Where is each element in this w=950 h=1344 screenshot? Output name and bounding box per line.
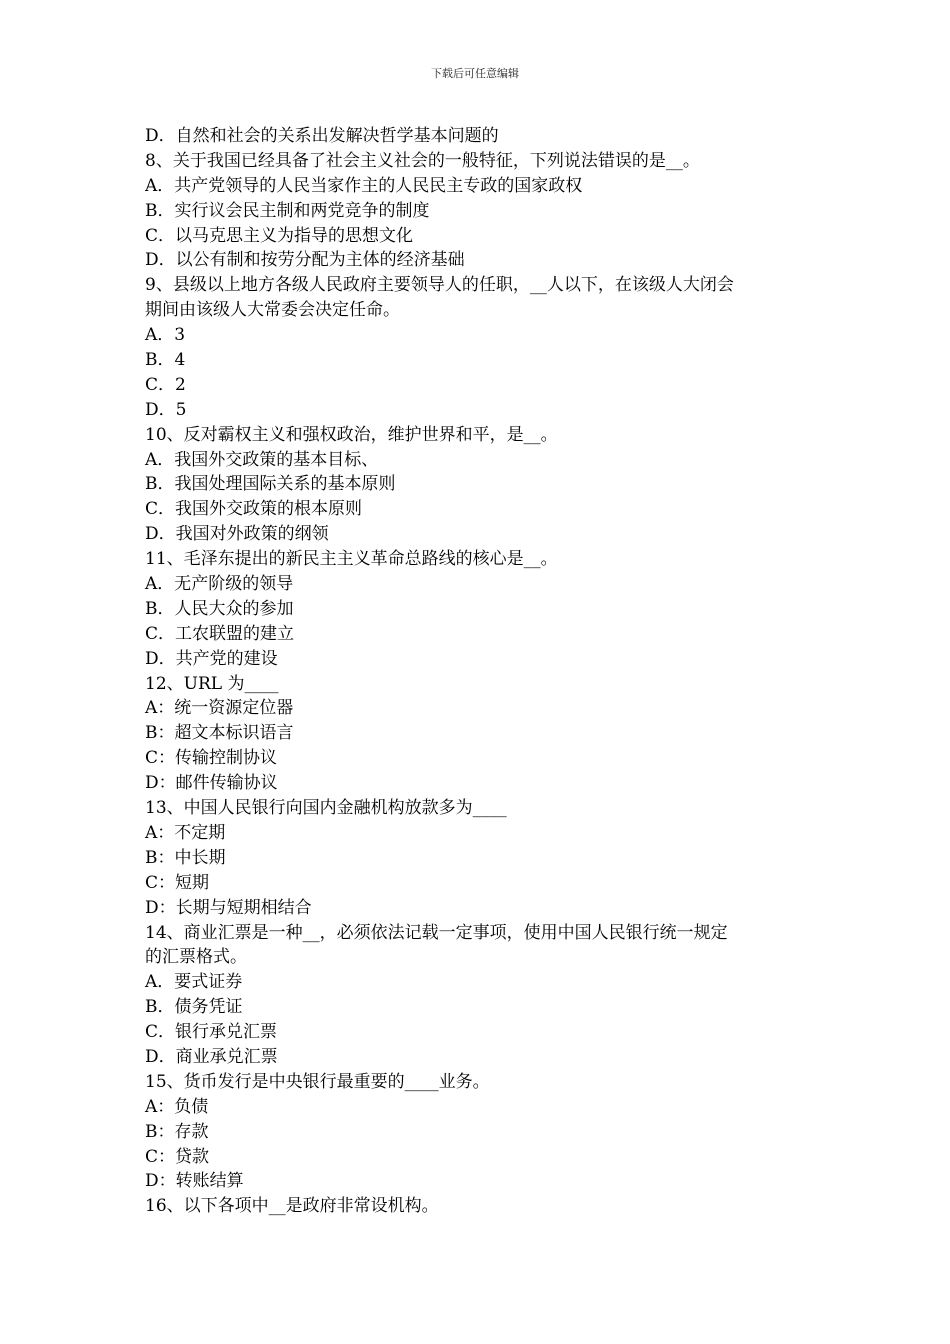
option-line: D：邮件传输协议 bbox=[145, 773, 278, 794]
text-line: D．自然和社会的关系出发解决哲学基本问题的 bbox=[145, 126, 499, 146]
option-line: A．共产党领导的人民当家作主的人民民主专政的国家政权 bbox=[145, 175, 583, 196]
question-14: 14、商业汇票是一种__，必须依法记载一定事项，使用中国人民银行统一规定 bbox=[145, 922, 728, 943]
option-line: D．我国对外政策的纲领 bbox=[145, 524, 329, 545]
question-15: 15、货币发行是中央银行最重要的____业务。 bbox=[145, 1071, 490, 1092]
option-line: A：不定期 bbox=[145, 822, 226, 843]
option-line: A：负债 bbox=[145, 1096, 209, 1117]
page-header: 下载后可任意编辑 bbox=[431, 67, 519, 80]
question-14-continued: 的汇票格式。 bbox=[145, 947, 247, 968]
question-16: 16、以下各项中__是政府非常设机构。 bbox=[145, 1196, 439, 1217]
option-line: C：贷款 bbox=[145, 1146, 210, 1167]
option-line: B：超文本标识语言 bbox=[145, 723, 294, 744]
question-9-continued: 期间由该级人大常委会决定任命。 bbox=[145, 300, 400, 321]
option-line: A：统一资源定位器 bbox=[145, 698, 294, 719]
option-line: A．我国外交政策的基本目标、 bbox=[145, 449, 379, 470]
option-line: B：存款 bbox=[145, 1121, 209, 1142]
option-line: C：短期 bbox=[145, 872, 210, 893]
option-line: D．商业承兑汇票 bbox=[145, 1046, 278, 1067]
option-line: B．实行议会民主制和两党竞争的制度 bbox=[145, 200, 430, 221]
option-line: C．银行承兑汇票 bbox=[145, 1022, 278, 1043]
option-line: A．要式证券 bbox=[145, 972, 243, 993]
document-body bbox=[145, 124, 810, 1219]
option-line: D：转账结算 bbox=[145, 1171, 244, 1192]
option-line: B．我国处理国际关系的基本原则 bbox=[145, 474, 396, 495]
option-line: D．以公有制和按劳分配为主体的经济基础 bbox=[145, 250, 465, 271]
option-line: B．人民大众的参加 bbox=[145, 598, 294, 619]
option-line: D．共产党的建设 bbox=[145, 648, 278, 669]
question-9: 9、县级以上地方各级人民政府主要领导人的任职，__人以下，在该级人大闭会 bbox=[145, 275, 734, 296]
question-13: 13、中国人民银行向国内金融机构放款多为____ bbox=[145, 798, 507, 819]
question-10: 10、反对霸权主义和强权政治，维护世界和平，是__。 bbox=[145, 424, 558, 445]
option-line: C：传输控制协议 bbox=[145, 748, 278, 769]
option-line: A．无产阶级的领导 bbox=[145, 574, 294, 595]
option-line: B：中长期 bbox=[145, 847, 226, 868]
option-line: B．债务凭证 bbox=[145, 997, 243, 1018]
question-12: 12、URL 为____ bbox=[145, 673, 279, 694]
option-line: C．我国外交政策的根本原则 bbox=[145, 499, 363, 520]
question-8: 8、关于我国已经具备了社会主义社会的一般特征，下列说法错误的是__。 bbox=[145, 150, 700, 171]
option-line: C．以马克思主义为指导的思想文化 bbox=[145, 225, 414, 246]
option-line: C．2 bbox=[145, 374, 186, 395]
option-line: D：长期与短期相结合 bbox=[145, 897, 312, 918]
option-line: A．3 bbox=[145, 325, 186, 346]
option-line: B．4 bbox=[145, 350, 186, 371]
question-11: 11、毛泽东提出的新民主主义革命总路线的核心是__。 bbox=[145, 549, 558, 570]
option-line: C．工农联盟的建立 bbox=[145, 623, 295, 644]
option-line: D．5 bbox=[145, 399, 187, 420]
